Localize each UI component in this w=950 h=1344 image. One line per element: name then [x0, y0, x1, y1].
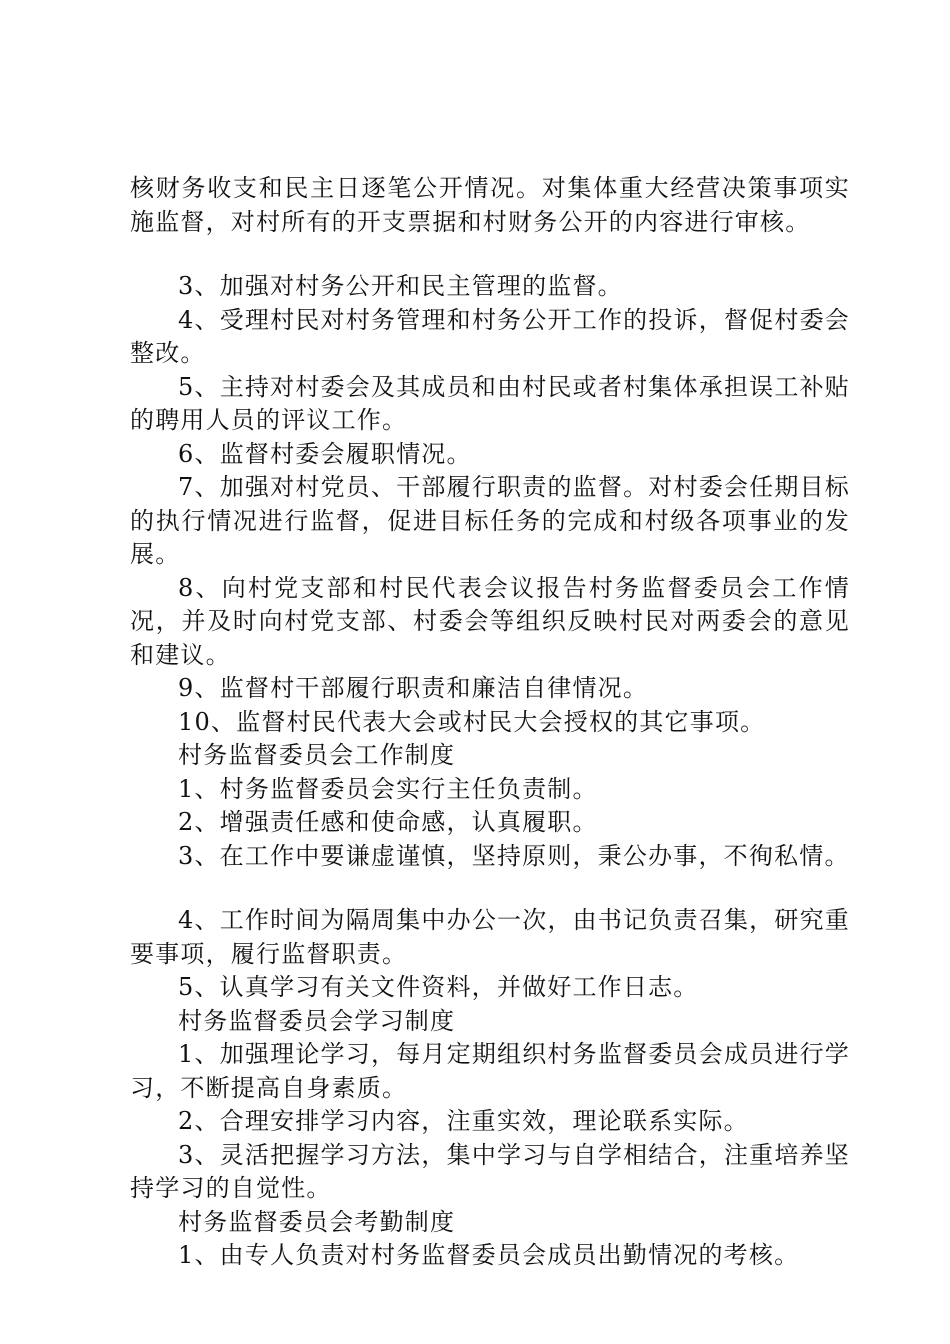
paragraph-continuation: 核财务收支和民主日逐笔公开情况。对集体重大经营决策事项实施监督，对村所有的开支票据和村财务公开的内容进行审核。 [130, 174, 850, 236]
paragraph-item-9: 9、监督村干部履行职责和廉洁自律情况。 [178, 674, 649, 702]
attendance-system-item-1: 1、由专人负责对村务监督委员会成员出勤情况的考核。 [178, 1241, 800, 1269]
work-system-item-3: 3、在工作中要谦虚谨慎，坚持原则，秉公办事，不徇私情。 [178, 841, 850, 870]
work-system-item-1: 1、村务监督委员会实行主任负责制。 [178, 774, 598, 803]
paragraph-item-3: 3、加强对村务公开和民主管理的监督。 [178, 272, 623, 300]
paragraph-item-4: 4、受理村民对村务管理和村务公开工作的投诉，督促村委会整改。 [130, 305, 850, 367]
paragraph-item-10: 10、监督村民代表大会或村民大会授权的其它事项。 [178, 707, 766, 736]
paragraph-item-6: 6、监督村委会履职情况。 [178, 439, 472, 468]
paragraph-item-5: 5、主持对村委会及其成员和由村民或者村集体承担误工补贴的聘用人员的评议工作。 [130, 372, 850, 434]
paragraph-item-7: 7、加强对村党员、干部履行职责的监督。对村委会任期目标的执行情况进行监督，促进目标任务的完成和村级各项事业的发展。 [130, 473, 850, 568]
work-system-item-5: 5、认真学习有关文件资料，并做好工作日志。 [178, 973, 699, 1001]
section-heading-study-system: 村务监督委员会学习制度 [178, 1006, 456, 1035]
work-system-item-2: 2、增强责任感和使命感，认真履职。 [178, 808, 598, 836]
study-system-item-3: 3、灵活把握学习方法，集中学习与自学相结合，注重培养坚持学习的自觉性。 [130, 1140, 850, 1202]
section-heading-attendance-system: 村务监督委员会考勤制度 [178, 1207, 456, 1236]
section-heading-work-system: 村务监督委员会工作制度 [178, 741, 456, 769]
study-system-item-2: 2、合理安排学习内容，注重实效，理论联系实际。 [178, 1107, 749, 1135]
paragraph-item-8: 8、向村党支部和村民代表会议报告村务监督委员会工作情况，并及时向村党支部、村委会等组织反映村民对两委会的意见和建议。 [130, 573, 850, 669]
study-system-item-1: 1、加强理论学习，每月定期组织村务监督委员会成员进行学习，不断提高自身素质。 [130, 1040, 850, 1102]
work-system-item-4: 4、工作时间为隔周集中办公一次，由书记负责召集，研究重要事项，履行监督职责。 [130, 906, 850, 968]
document-body [130, 172, 850, 1273]
